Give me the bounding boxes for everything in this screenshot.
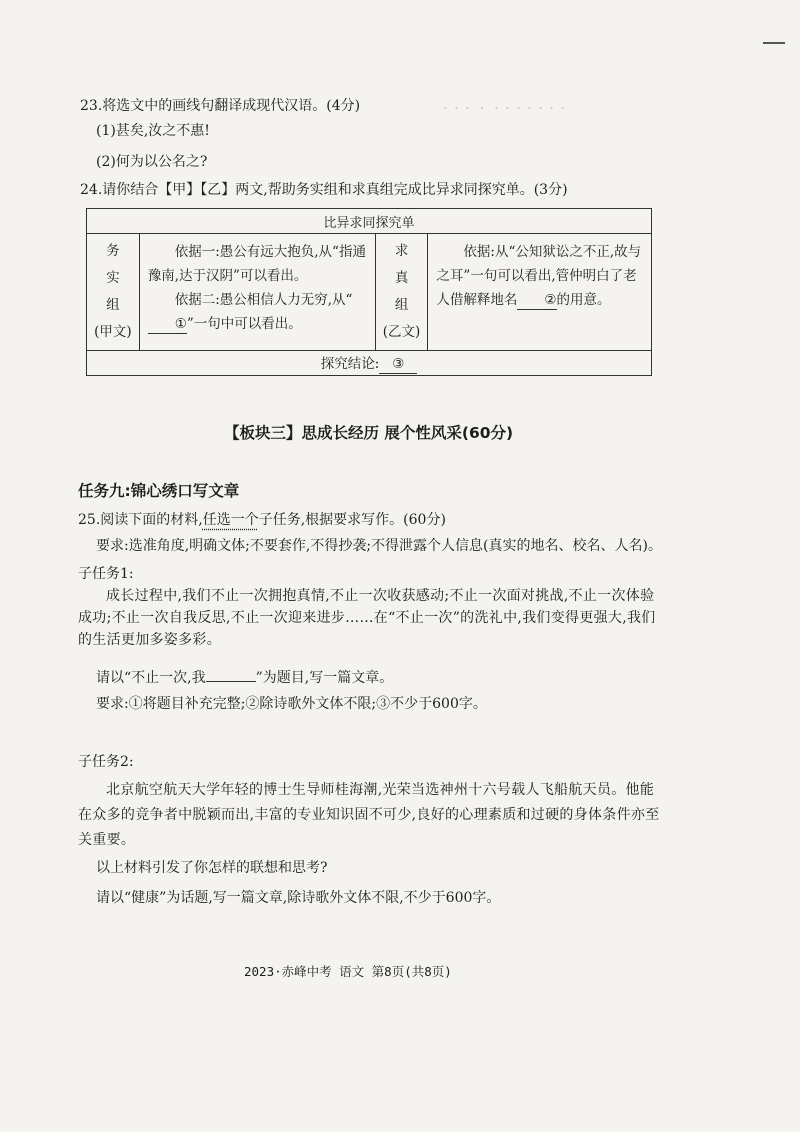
writing-requirement: 要求:选准角度,明确文体;不要套作,不得抄袭;不得泄露个人信息(真实的地名、校名、人名)。	[96, 538, 662, 554]
table-title: 比异求同探究单	[87, 209, 652, 234]
emphasis-dots: 任选一个	[202, 512, 259, 528]
question-23-item-2: (2)何为以公名之?	[96, 154, 208, 170]
subtask-1-requirement: 要求:①将题目补充完整;②除诗歌外文体不限;③不少于600字。	[96, 696, 487, 712]
subtask-1-prompt: 请以“不止一次,我 ”为题目,写一篇文章。	[96, 670, 394, 686]
bleed-through: ・・・ ・ ・・・・・・・	[440, 102, 568, 115]
question-25-stem: 25.阅读下面的材料,任选一个子任务,根据要求写作。(60分)	[78, 512, 446, 528]
question-23-stem: 23.将选文中的画线句翻译成现代汉语。(4分)	[80, 98, 361, 114]
subtask-2-material: 北京航空航天大学年轻的博士生导师桂海潮,光荣当选神州十六号载人飞船航天员。他能在众多的竞争者中脱颖而出,丰富的专业知识固不可少,良好的心理素质和过硬的身体条件亦至关重要。	[78, 782, 660, 848]
basis-one: 依据一:愚公有远大抱负,从“指通豫南,达于汉阴”可以看出。	[147, 244, 366, 284]
group-b-basis: 依据:从“公知狱讼之不正,故与之耳”一句可以看出,管仲明白了老人借解释地名 ②的用意。	[428, 234, 652, 351]
page-footer: 2023·赤峰中考 语文 第8页(共8页)	[244, 964, 452, 979]
subtask-2-question: 以上材料引发了你怎样的联想和思考?	[96, 860, 328, 876]
question-23-item-1: (1)甚矣,汝之不惠!	[96, 123, 210, 139]
subtask-1-material: 成长过程中,我们不止一次拥抱真情,不止一次收获感动;不止一次面对挑战,不止一次体验成功;不止一次自我反思,不止一次迎来进步……在“不止一次”的洗礼中,我们变得更强大,我们的生活更加多姿多彩。	[78, 588, 656, 648]
question-24-stem: 24.请你结合【甲】【乙】两文,帮助务实组和求真组完成比异求同探究单。(3分)	[80, 182, 568, 198]
task-nine-title: 任务九:锦心绣口写文章	[78, 482, 240, 500]
group-b-label: 求 真 组 (乙文)	[375, 234, 428, 351]
corner-mark	[763, 42, 785, 44]
group-a-label: 务 实 组 (甲文)	[87, 234, 140, 351]
blank-1[interactable]: ①	[148, 315, 187, 334]
blank-2[interactable]: ②	[517, 291, 556, 310]
subtask-1-label: 子任务1:	[78, 566, 134, 582]
comparison-table	[86, 208, 652, 376]
subtask-2-label: 子任务2:	[78, 754, 134, 770]
title-blank[interactable]	[206, 681, 256, 682]
block-three-title: 【板块三】思成长经历 展个性风采(60分)	[224, 424, 514, 442]
basis-two: 依据二:愚公相信人力无穷,从“①”一句中可以看出。	[148, 288, 367, 336]
conclusion-row: 探究结论: ③	[87, 351, 652, 376]
group-a-basis	[139, 234, 375, 351]
subtask-2-prompt: 请以“健康”为话题,写一篇文章,除诗歌外文体不限,不少于600字。	[96, 890, 501, 906]
blank-3[interactable]: ③	[379, 355, 417, 374]
